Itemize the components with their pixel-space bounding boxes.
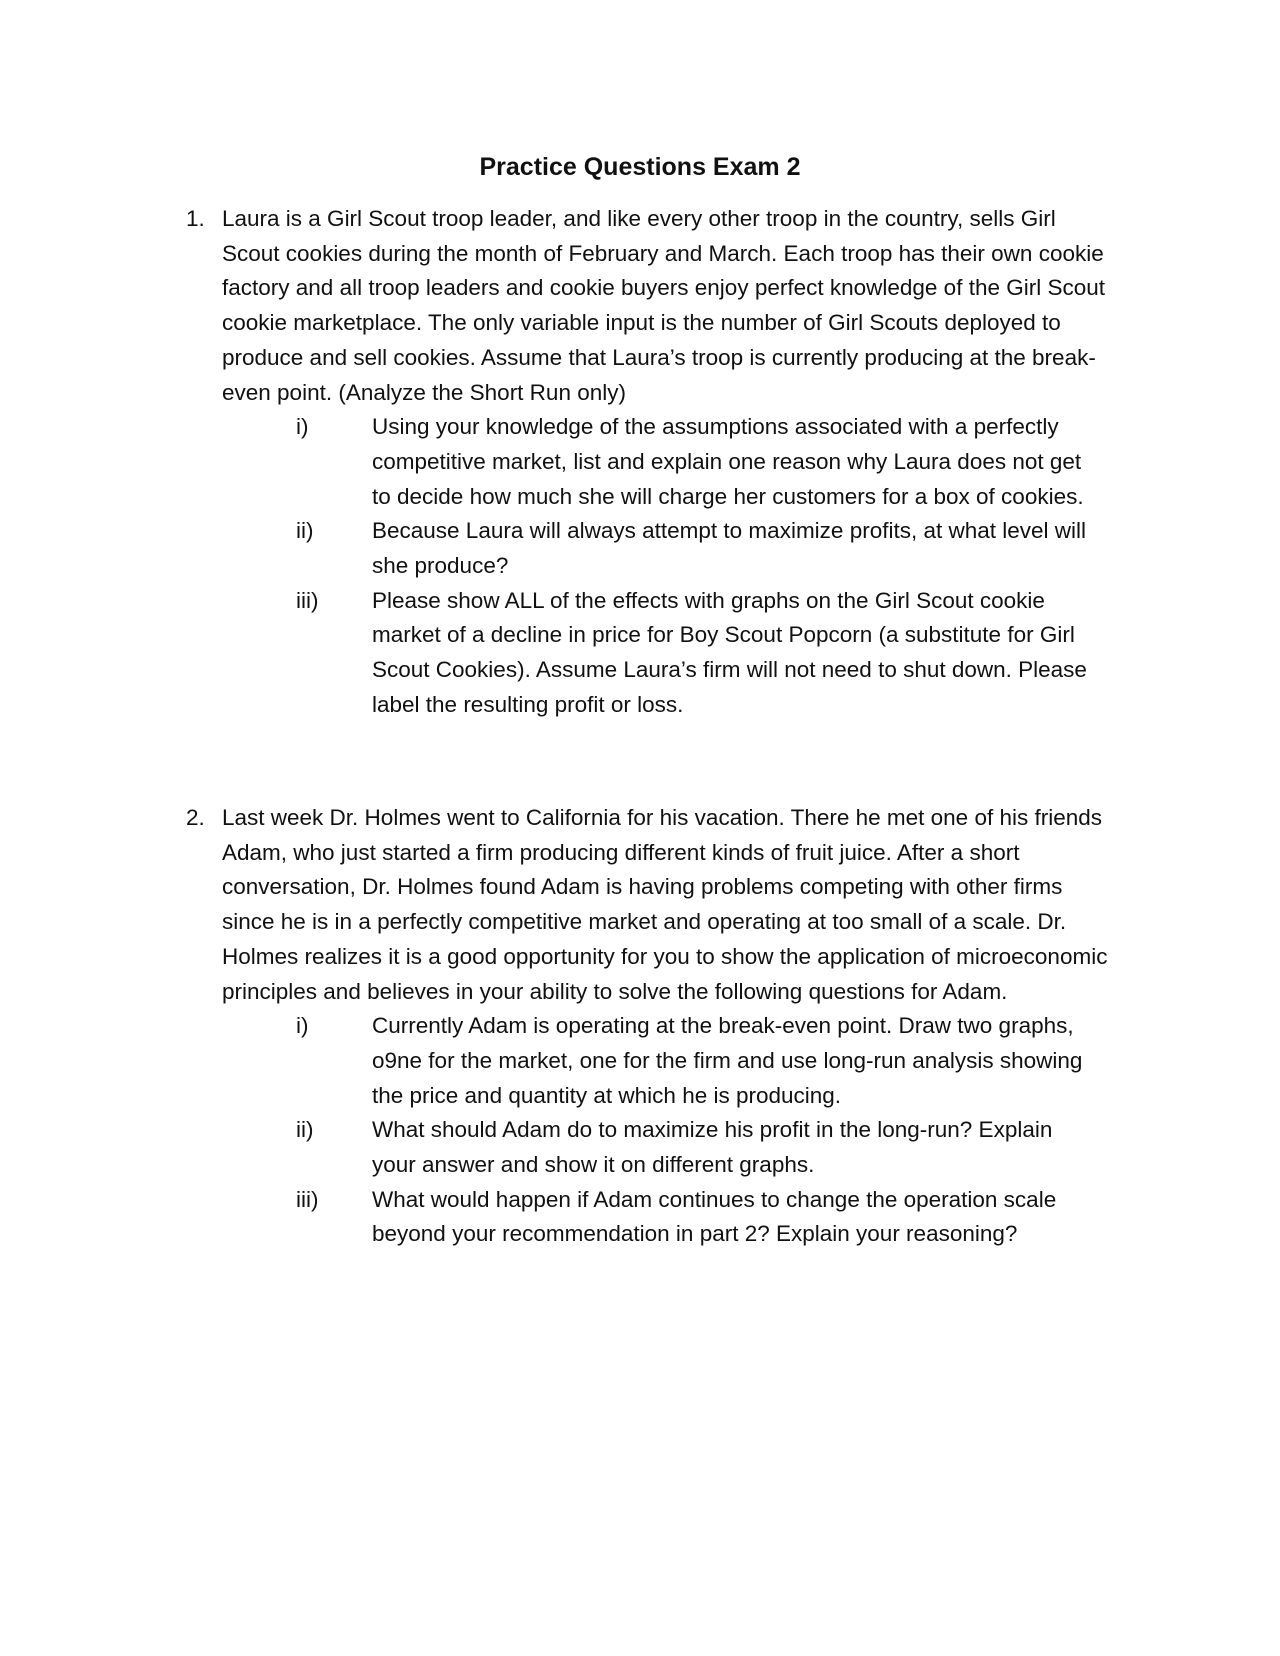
question-part <box>222 584 1126 723</box>
question-text: Laura is a Girl Scout troop leader, and like every other troop in the country, sells Girl Scout cookies during the month of February and March. Each troop has their own cookie factory and all troop leaders and cookie buyers enjoy perfect knowledge of the Girl Scout cookie marketplace. The only variable input is the number of Girl Scouts deployed to produce and sell cookies. Assume that Laura’s troop is currently producing at the break-even point. (Analyze the Short Run only) <box>222 206 1106 405</box>
question-2 <box>186 801 1126 1252</box>
part-label: ii) <box>296 518 314 544</box>
part-text: Because Laura will always attempt to maximize profits, at what level will she produce? <box>372 518 1087 579</box>
page-title: Practice Questions Exam 2 <box>479 153 801 181</box>
question-number: 1. <box>186 206 205 231</box>
part-label: i) <box>296 414 309 440</box>
question-part <box>222 410 1126 514</box>
question-part <box>222 1183 1126 1252</box>
part-label: iii) <box>296 1186 319 1212</box>
question-1 <box>186 202 1126 723</box>
question-number: 2. <box>186 805 205 830</box>
part-text: What should Adam do to maximize his profit in the long-run? Explain your answer and show it on different graphs. <box>372 1117 1053 1178</box>
part-label: ii) <box>296 1117 314 1143</box>
part-label: iii) <box>296 587 319 613</box>
part-text: Please show ALL of the effects with graphs on the Girl Scout cookie market of a decline in price for Boy Scout Popcorn (a substitute for Girl Scout Cookies). Assume Laura’s firm will not need to shut down. Please label the resulting profit or loss. <box>372 587 1087 717</box>
part-text: Currently Adam is operating at the break-even point. Draw two graphs, o9ne for the market, one for the firm and use long-run analysis showing the price and quantity at which he is producing. <box>372 1013 1083 1108</box>
question-part <box>222 514 1126 583</box>
part-text: Using your knowledge of the assumptions associated with a perfectly competitive market, list and explain one reason why Laura does not get to decide how much she will charge her customers for a box of cookies. <box>372 414 1084 509</box>
question-part <box>222 1113 1126 1182</box>
part-label: i) <box>296 1013 309 1039</box>
question-text: Last week Dr. Holmes went to California for his vacation. There he met one of his friends Adam, who just started a firm producing different kinds of fruit juice. After a short conversation, Dr. Holmes found Adam is having problems competing with other firms since he is in a perfectly competitive market and operating at too small of a scale. Dr. Holmes realizes it is a good opportunity for you to show the application of microeconomic principles and believes in your ability to solve the following questions for Adam. <box>222 805 1108 1004</box>
question-part <box>222 1009 1126 1113</box>
part-text: What would happen if Adam continues to change the operation scale beyond your recommendation in part 2? Explain your reasoning? <box>372 1186 1057 1247</box>
